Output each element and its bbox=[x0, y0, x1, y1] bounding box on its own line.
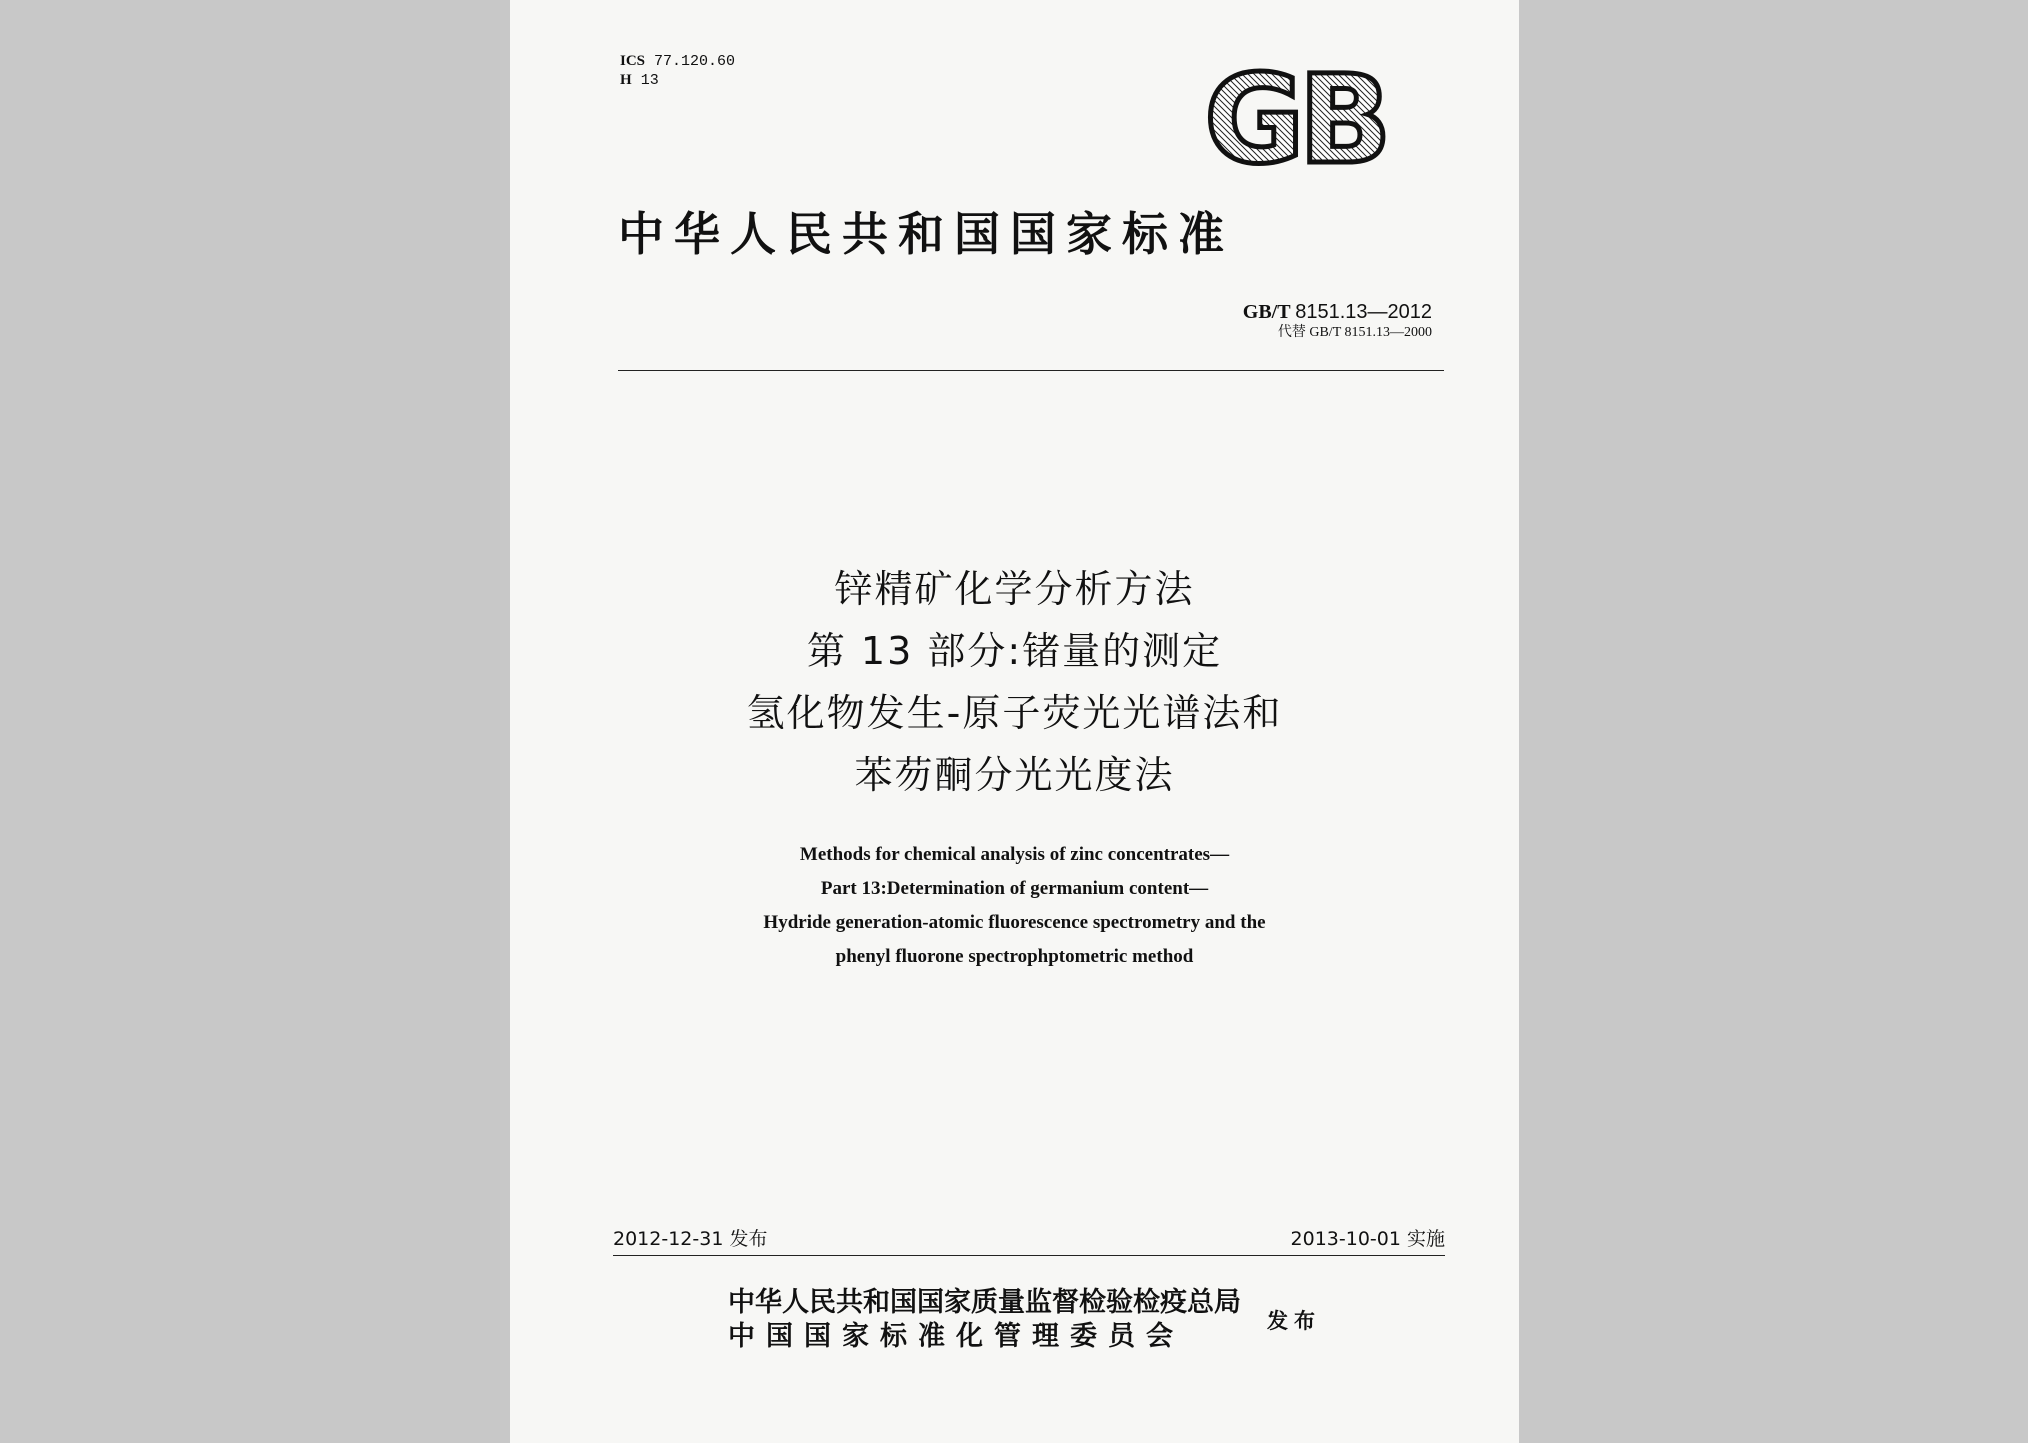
ccs-code: 13 bbox=[640, 72, 659, 89]
chinese-title-line: 苯芴酮分光光度法 bbox=[854, 753, 1175, 797]
issuer-line-2: 中国国家标准化管理委员会 bbox=[728, 1321, 1184, 1352]
document-page bbox=[510, 0, 1519, 1443]
english-title bbox=[510, 838, 1519, 974]
gb-logo-text: GB bbox=[1204, 64, 1386, 174]
chinese-title-line: 锌精矿化学分析方法 bbox=[834, 567, 1195, 611]
ics-line bbox=[620, 52, 735, 71]
implementation-date: 2013-10-01 实施 bbox=[1290, 1228, 1445, 1250]
standard-number-block bbox=[1243, 300, 1432, 342]
issuer-line-1: 中华人民共和国国家质量监督检验检疫总局 bbox=[728, 1287, 1241, 1318]
standard-category-title: 中华人民共和国国家标准 bbox=[618, 207, 1234, 261]
date-row bbox=[613, 1224, 1445, 1254]
english-title-line: Methods for chemical analysis of zinc concentrates— bbox=[799, 844, 1230, 865]
issue-date: 2012-12-31 发布 bbox=[613, 1228, 768, 1250]
english-title-line: Hydride generation-atomic fluorescence spectrometry and the bbox=[763, 912, 1266, 933]
ics-label: ICS bbox=[620, 53, 646, 69]
standard-number bbox=[1243, 300, 1432, 324]
footer-divider bbox=[613, 1255, 1445, 1256]
english-title-line: phenyl fluorone spectrophptometric method bbox=[835, 946, 1194, 967]
english-title-line: Part 13:Determination of germanium content— bbox=[820, 878, 1209, 899]
chinese-title-line: 第 13 部分:锗量的测定 bbox=[806, 629, 1223, 673]
gb-logo-icon bbox=[1190, 64, 1400, 174]
issuing-authorities bbox=[728, 1286, 1241, 1354]
standard-number-value: 8151.13—2012 bbox=[1295, 301, 1432, 323]
ccs-line bbox=[620, 71, 735, 90]
publish-label: 发布 bbox=[1267, 1309, 1321, 1333]
ccs-label: H bbox=[620, 72, 632, 88]
chinese-title-line: 氢化物发生-原子荧光光谱法和 bbox=[746, 691, 1283, 735]
replaced-standard: 代替 GB/T 8151.13—2000 bbox=[1277, 325, 1432, 340]
classification-codes bbox=[620, 52, 735, 90]
standard-number-prefix: GB/T bbox=[1242, 301, 1291, 323]
ics-code: 77.120.60 bbox=[654, 53, 736, 70]
header-divider bbox=[618, 370, 1444, 371]
chinese-title bbox=[510, 558, 1519, 806]
